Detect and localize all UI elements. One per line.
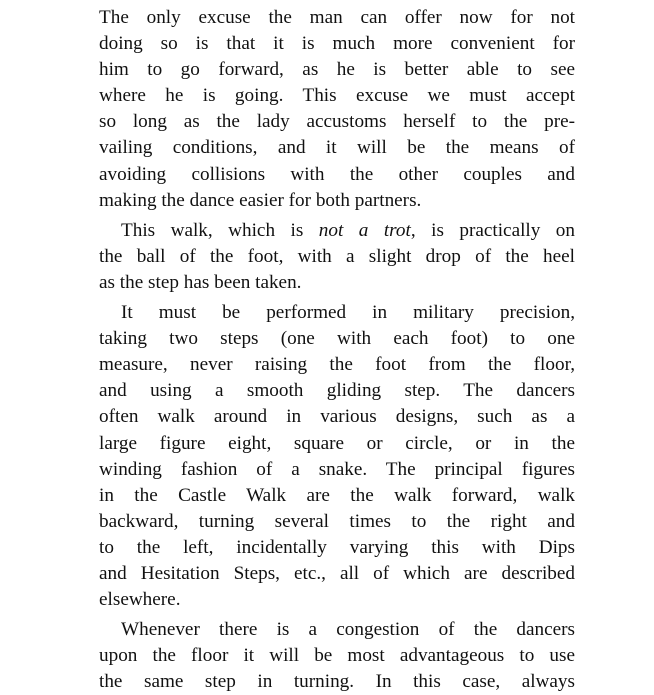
book-page-text xyxy=(99,5,575,695)
text-run: , is practically on xyxy=(410,219,575,241)
text-line: and Hesitation Steps, etc., all of which are described xyxy=(99,562,575,584)
text-line: Whenever there is a congestion of the dancers xyxy=(121,619,575,641)
text-line: doing so is that it is much more convenient for xyxy=(99,33,575,55)
paragraph-1 xyxy=(99,5,575,214)
text-line: avoiding collisions with the other couples and xyxy=(99,163,575,185)
text-line: so long as the lady accustoms herself to the pre- xyxy=(99,111,575,133)
text-line: and using a smooth gliding step. The dancers xyxy=(99,380,575,402)
text-line: him to go forward, as he is better able to see xyxy=(99,59,575,81)
text-line: It must be performed in military precision, xyxy=(121,302,575,324)
text-line: taking two steps (one with each foot) to one xyxy=(99,328,575,350)
text-line: upon the floor it will be most advantageous to use xyxy=(99,645,575,667)
text-line: The only excuse the man can offer now for not xyxy=(99,7,575,28)
text-run: This walk, which is xyxy=(121,219,319,241)
paragraph-2 xyxy=(99,218,575,296)
paragraph-3 xyxy=(99,300,575,613)
text-line: elsewhere. xyxy=(99,589,181,611)
text-line: to the left, incidentally varying this with Dips xyxy=(99,536,575,558)
italic-emphasis: not a trot xyxy=(318,219,411,241)
text-line xyxy=(99,218,575,244)
text-line: backward, turning several times to the right and xyxy=(99,510,575,532)
text-line: the ball of the foot, with a slight drop of the heel xyxy=(99,245,575,267)
text-line: making the dance easier for both partners. xyxy=(99,189,422,211)
text-line: in the Castle Walk are the walk forward, walk xyxy=(99,484,575,506)
text-line: often walk around in various designs, such as a xyxy=(99,406,575,428)
text-line: the same step in turning. In this case, always xyxy=(99,671,575,693)
text-line: vailing conditions, and it will be the means of xyxy=(99,137,575,159)
text-line: large figure eight, square or circle, or in the xyxy=(99,432,575,454)
text-line: where he is going. This excuse we must accept xyxy=(99,85,575,107)
text-line: measure, never raising the foot from the floor, xyxy=(99,354,575,376)
paragraph-4 xyxy=(99,617,575,695)
text-line: winding fashion of a snake. The principal figures xyxy=(99,458,575,480)
text-line: as the step has been taken. xyxy=(99,271,302,293)
